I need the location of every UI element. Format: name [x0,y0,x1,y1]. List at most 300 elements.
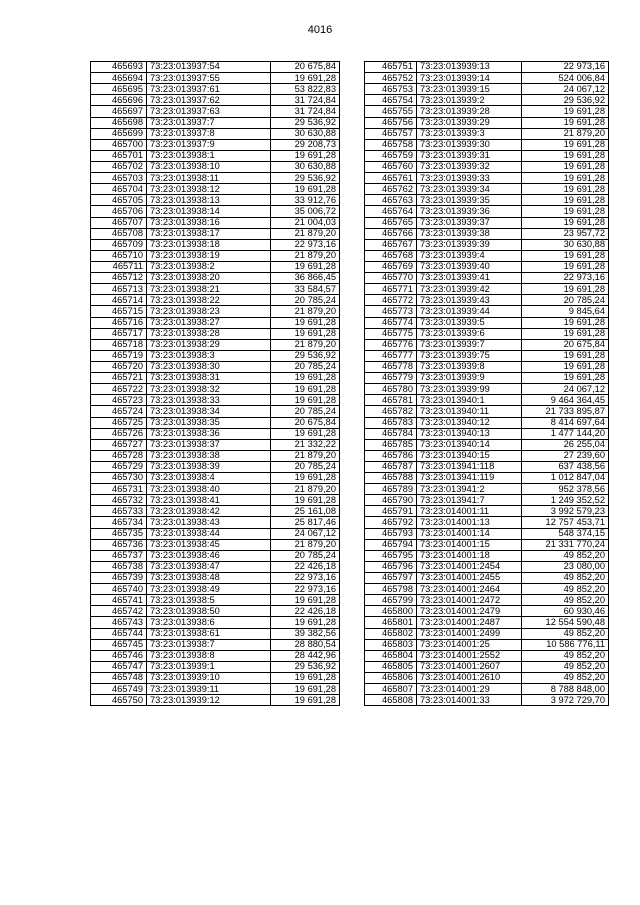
value-cell: 20 785,24 [522,295,609,306]
table-row [365,150,609,161]
table-row [365,95,609,106]
cadastral-number-cell: 73:23:014001:14 [417,528,522,539]
value-cell: 22 426,18 [271,606,340,617]
value-cell: 19 691,28 [271,695,340,706]
table-row [91,473,340,484]
table-row [365,684,609,695]
row-number-cell: 465693 [91,62,147,73]
row-number-cell: 465780 [365,384,417,395]
value-cell: 24 067,12 [522,384,609,395]
value-cell: 33 912,76 [271,195,340,206]
row-number-cell: 465698 [91,117,147,128]
table-row [365,428,609,439]
table-row [365,306,609,317]
cadastral-number-cell: 73:23:013940:11 [417,406,522,417]
cadastral-number-cell: 73:23:013939:37 [417,217,522,228]
table-row [365,295,609,306]
cadastral-number-cell: 73:23:014001:2487 [417,617,522,628]
row-number-cell: 465728 [91,450,147,461]
cadastral-number-cell: 73:23:013938:28 [147,328,271,339]
table-row [91,617,340,628]
row-number-cell: 465761 [365,173,417,184]
cadastral-number-cell: 73:23:013938:49 [147,584,271,595]
value-cell: 49 852,20 [522,628,609,639]
table-row [91,628,340,639]
cadastral-number-cell: 73:23:013941:118 [417,461,522,472]
table-row [365,273,609,284]
row-number-cell: 465696 [91,95,147,106]
row-number-cell: 465717 [91,328,147,339]
row-number-cell: 465805 [365,661,417,672]
row-number-cell: 465760 [365,161,417,172]
table-row [91,606,340,617]
row-number-cell: 465751 [365,62,417,73]
row-number-cell: 465747 [91,661,147,672]
row-number-cell: 465794 [365,539,417,550]
table-row [91,561,340,572]
table-row [91,250,340,261]
value-cell: 1 012 847,04 [522,473,609,484]
value-cell: 19 691,28 [271,473,340,484]
cadastral-number-cell: 73:23:013937:7 [147,117,271,128]
value-cell: 19 691,28 [522,317,609,328]
row-number-cell: 465775 [365,328,417,339]
cadastral-number-cell: 73:23:013939:41 [417,273,522,284]
value-cell: 29 208,73 [271,139,340,150]
table-row [91,539,340,550]
row-number-cell: 465782 [365,406,417,417]
row-number-cell: 465758 [365,139,417,150]
value-cell: 20 785,24 [271,550,340,561]
row-number-cell: 465799 [365,595,417,606]
table-row [91,673,340,684]
table-row [91,184,340,195]
cadastral-number-cell: 73:23:014001:2472 [417,595,522,606]
table-row [365,484,609,495]
cadastral-number-cell: 73:23:013938:10 [147,161,271,172]
cadastral-number-cell: 73:23:013939:31 [417,150,522,161]
table-row [91,161,340,172]
row-number-cell: 465723 [91,395,147,406]
cadastral-number-cell: 73:23:013939:42 [417,284,522,295]
value-cell: 19 691,28 [522,195,609,206]
row-number-cell: 465798 [365,584,417,595]
row-number-cell: 465746 [91,650,147,661]
table-row [91,695,340,706]
row-number-cell: 465743 [91,617,147,628]
table-row [365,617,609,628]
row-number-cell: 465800 [365,606,417,617]
value-cell: 19 691,28 [271,150,340,161]
row-number-cell: 465774 [365,317,417,328]
table-row [91,62,340,73]
cadastral-number-cell: 73:23:014001:2454 [417,561,522,572]
cadastral-number-cell: 73:23:013940:15 [417,450,522,461]
table-row [91,528,340,539]
row-number-cell: 465719 [91,350,147,361]
table-row [365,550,609,561]
value-cell: 49 852,20 [522,650,609,661]
table-row [91,261,340,272]
value-cell: 49 852,20 [522,595,609,606]
table-row [91,584,340,595]
row-number-cell: 465769 [365,261,417,272]
row-number-cell: 465718 [91,339,147,350]
value-cell: 29 536,92 [271,173,340,184]
cadastral-number-cell: 73:23:013939:44 [417,306,522,317]
cadastral-number-cell: 73:23:013938:29 [147,339,271,350]
row-number-cell: 465808 [365,695,417,706]
row-number-cell: 465731 [91,484,147,495]
row-number-cell: 465699 [91,128,147,139]
cadastral-number-cell: 73:23:013939:11 [147,684,271,695]
cadastral-number-cell: 73:23:013938:8 [147,650,271,661]
table-row [91,439,340,450]
cadastral-number-cell: 73:23:013938:20 [147,273,271,284]
cadastral-number-cell: 73:23:014001:2479 [417,606,522,617]
table-row [91,495,340,506]
row-number-cell: 465762 [365,184,417,195]
table-row [91,417,340,428]
value-cell: 28 442,96 [271,650,340,661]
cadastral-number-cell: 73:23:013939:34 [417,184,522,195]
value-cell: 3 972 729,70 [522,695,609,706]
row-number-cell: 465724 [91,406,147,417]
value-cell: 21 879,20 [271,228,340,239]
table-row [365,73,609,84]
value-cell: 19 691,28 [271,595,340,606]
table-row [91,95,340,106]
value-cell: 19 691,28 [522,284,609,295]
value-cell: 21 331 770,24 [522,539,609,550]
table-row [365,461,609,472]
table-row [91,73,340,84]
value-cell: 29 536,92 [271,661,340,672]
value-cell: 20 785,24 [271,361,340,372]
table-row [365,606,609,617]
value-cell: 21 879,20 [271,450,340,461]
row-number-cell: 465790 [365,495,417,506]
table-row [365,339,609,350]
cadastral-number-cell: 73:23:013938:4 [147,473,271,484]
table-row [365,84,609,95]
cadastral-number-cell: 73:23:013938:39 [147,461,271,472]
row-number-cell: 465735 [91,528,147,539]
cadastral-number-cell: 73:23:013940:13 [417,428,522,439]
cadastral-number-cell: 73:23:014001:13 [417,517,522,528]
cadastral-number-cell: 73:23:013939:39 [417,239,522,250]
cadastral-number-cell: 73:23:013939:38 [417,228,522,239]
value-cell: 21 879,20 [522,128,609,139]
table-row [365,495,609,506]
row-number-cell: 465767 [365,239,417,250]
table-row [365,250,609,261]
table-row [91,117,340,128]
table-row [365,395,609,406]
row-number-cell: 465796 [365,561,417,572]
value-cell: 12 554 590,48 [522,617,609,628]
cadastral-number-cell: 73:23:013939:36 [417,206,522,217]
cadastral-number-cell: 73:23:013939:12 [147,695,271,706]
row-number-cell: 465788 [365,473,417,484]
table-row [365,417,609,428]
cadastral-number-cell: 73:23:013938:17 [147,228,271,239]
row-number-cell: 465783 [365,417,417,428]
value-cell: 21 879,20 [271,539,340,550]
row-number-cell: 465759 [365,150,417,161]
table-row [91,406,340,417]
value-cell: 9 464 364,45 [522,395,609,406]
value-cell: 49 852,20 [522,661,609,672]
cadastral-number-cell: 73:23:013938:43 [147,517,271,528]
value-cell: 22 973,16 [271,584,340,595]
row-number-cell: 465729 [91,461,147,472]
cadastral-number-cell: 73:23:013938:5 [147,595,271,606]
table-row [91,295,340,306]
row-number-cell: 465806 [365,673,417,684]
value-cell: 548 374,15 [522,528,609,539]
row-number-cell: 465740 [91,584,147,595]
value-cell: 20 675,84 [271,62,340,73]
row-number-cell: 465750 [91,695,147,706]
cadastral-number-cell: 73:23:013938:32 [147,384,271,395]
cadastral-number-cell: 73:23:013938:34 [147,406,271,417]
row-number-cell: 465745 [91,639,147,650]
row-number-cell: 465708 [91,228,147,239]
value-cell: 1 249 352,52 [522,495,609,506]
cadastral-number-cell: 73:23:013939:10 [147,673,271,684]
cadastral-number-cell: 73:23:013938:44 [147,528,271,539]
table-row [365,328,609,339]
cadastral-number-cell: 73:23:013938:38 [147,450,271,461]
row-number-cell: 465721 [91,373,147,384]
cadastral-number-cell: 73:23:013938:16 [147,217,271,228]
row-number-cell: 465739 [91,573,147,584]
row-number-cell: 465791 [365,506,417,517]
cadastral-number-cell: 73:23:013938:30 [147,361,271,372]
value-cell: 20 675,84 [271,417,340,428]
row-number-cell: 465704 [91,184,147,195]
cadastral-number-cell: 73:23:013939:29 [417,117,522,128]
row-number-cell: 465714 [91,295,147,306]
cadastral-number-cell: 73:23:013937:62 [147,95,271,106]
value-cell: 21 004,03 [271,217,340,228]
value-cell: 21 879,20 [271,306,340,317]
cadastral-number-cell: 73:23:013938:50 [147,606,271,617]
cadastral-number-cell: 73:23:013939:4 [417,250,522,261]
table-row [365,584,609,595]
cadastral-number-cell: 73:23:013939:5 [417,317,522,328]
table-row [91,661,340,672]
table-row [365,106,609,117]
table-row [365,517,609,528]
value-cell: 19 691,28 [522,206,609,217]
value-cell: 49 852,20 [522,550,609,561]
cadastral-number-cell: 73:23:013937:55 [147,73,271,84]
row-number-cell: 465795 [365,550,417,561]
page-number: 4016 [307,24,333,36]
cadastral-number-cell: 73:23:013939:1 [147,661,271,672]
value-cell: 8 788 848,00 [522,684,609,695]
table-row [91,650,340,661]
value-cell: 21 879,20 [271,250,340,261]
value-cell: 49 852,20 [522,673,609,684]
cadastral-number-cell: 73:23:013938:36 [147,428,271,439]
cadastral-number-cell: 73:23:013938:27 [147,317,271,328]
value-cell: 20 675,84 [522,339,609,350]
value-cell: 29 536,92 [271,117,340,128]
table-row [91,573,340,584]
cadastral-number-cell: 73:23:014001:2610 [417,673,522,684]
cadastral-number-cell: 73:23:013938:3 [147,350,271,361]
table-row [365,528,609,539]
value-cell: 19 691,28 [271,373,340,384]
value-cell: 19 691,28 [522,150,609,161]
value-cell: 21 879,20 [271,484,340,495]
cadastral-number-cell: 73:23:013939:99 [417,384,522,395]
cadastral-number-cell: 73:23:013938:22 [147,295,271,306]
table-row [365,195,609,206]
row-number-cell: 465732 [91,495,147,506]
row-number-cell: 465710 [91,250,147,261]
row-number-cell: 465734 [91,517,147,528]
cadastral-number-cell: 73:23:013938:33 [147,395,271,406]
value-cell: 19 691,28 [271,428,340,439]
table-row [91,373,340,384]
table-row [91,595,340,606]
row-number-cell: 465737 [91,550,147,561]
table-row [91,273,340,284]
row-number-cell: 465705 [91,195,147,206]
cadastral-number-cell: 73:23:013941:119 [417,473,522,484]
row-number-cell: 465771 [365,284,417,295]
row-number-cell: 465694 [91,73,147,84]
value-cell: 24 067,12 [522,84,609,95]
value-cell: 19 691,28 [522,373,609,384]
row-number-cell: 465697 [91,106,147,117]
table-row [365,284,609,295]
cadastral-number-cell: 73:23:013940:14 [417,439,522,450]
row-number-cell: 465765 [365,217,417,228]
value-cell: 524 006,84 [522,73,609,84]
table-row [91,128,340,139]
row-number-cell: 465756 [365,117,417,128]
table-row [91,384,340,395]
row-number-cell: 465781 [365,395,417,406]
table-row [365,350,609,361]
row-number-cell: 465716 [91,317,147,328]
cadastral-number-cell: 73:23:013938:19 [147,250,271,261]
cadastral-number-cell: 73:23:014001:18 [417,550,522,561]
row-number-cell: 465801 [365,617,417,628]
row-number-cell: 465776 [365,339,417,350]
cadastral-number-cell: 73:23:014001:2552 [417,650,522,661]
cadastral-number-cell: 73:23:013938:12 [147,184,271,195]
table-row [91,173,340,184]
cadastral-number-cell: 73:23:013939:8 [417,361,522,372]
table-row [91,217,340,228]
row-number-cell: 465722 [91,384,147,395]
table-row [91,506,340,517]
cadastral-number-cell: 73:23:013939:2 [417,95,522,106]
value-cell: 22 973,16 [522,62,609,73]
table-row [91,328,340,339]
table-row [365,361,609,372]
cadastral-number-cell: 73:23:013938:31 [147,373,271,384]
row-number-cell: 465778 [365,361,417,372]
row-number-cell: 465715 [91,306,147,317]
row-number-cell: 465752 [365,73,417,84]
row-number-cell: 465713 [91,284,147,295]
cadastral-number-cell: 73:23:013938:47 [147,561,271,572]
row-number-cell: 465749 [91,684,147,695]
value-cell: 19 691,28 [271,261,340,272]
cadastral-number-cell: 73:23:013940:1 [417,395,522,406]
row-number-cell: 465700 [91,139,147,150]
value-cell: 19 691,28 [271,73,340,84]
table-row [365,639,609,650]
cadastral-number-cell: 73:23:013939:30 [417,139,522,150]
value-cell: 21 879,20 [271,339,340,350]
cadastral-number-cell: 73:23:013938:6 [147,617,271,628]
value-cell: 19 691,28 [271,395,340,406]
row-number-cell: 465784 [365,428,417,439]
row-number-cell: 465725 [91,417,147,428]
cadastral-number-cell: 73:23:013939:28 [417,106,522,117]
value-cell: 19 691,28 [522,184,609,195]
table-row [91,517,340,528]
row-number-cell: 465766 [365,228,417,239]
value-cell: 19 691,28 [271,384,340,395]
value-cell: 1 477 144,20 [522,428,609,439]
value-cell: 22 973,16 [271,573,340,584]
row-number-cell: 465748 [91,673,147,684]
table-row [91,306,340,317]
row-number-cell: 465733 [91,506,147,517]
cadastral-number-cell: 73:23:013937:8 [147,128,271,139]
table-row [365,62,609,73]
value-cell: 60 930,46 [522,606,609,617]
cadastral-number-cell: 73:23:014001:15 [417,539,522,550]
cadastral-number-cell: 73:23:014001:2499 [417,628,522,639]
row-number-cell: 465753 [365,84,417,95]
row-number-cell: 465763 [365,195,417,206]
table-row [91,395,340,406]
cadastral-number-cell: 73:23:014001:25 [417,639,522,650]
value-cell: 30 630,88 [271,161,340,172]
table-row [91,317,340,328]
table-row [91,139,340,150]
value-cell: 20 785,24 [271,295,340,306]
row-number-cell: 465757 [365,128,417,139]
value-cell: 25 817,46 [271,517,340,528]
value-cell: 22 426,18 [271,561,340,572]
value-cell: 49 852,20 [522,573,609,584]
row-number-cell: 465789 [365,484,417,495]
value-cell: 19 691,28 [271,495,340,506]
cadastral-number-cell: 73:23:013939:9 [417,373,522,384]
value-cell: 24 067,12 [271,528,340,539]
row-number-cell: 465744 [91,628,147,639]
value-cell: 19 691,28 [522,361,609,372]
value-cell: 21 733 895,87 [522,406,609,417]
table-row [365,317,609,328]
row-number-cell: 465779 [365,373,417,384]
cadastral-number-cell: 73:23:013937:61 [147,84,271,95]
value-cell: 21 332,22 [271,439,340,450]
table-row [91,239,340,250]
cadastral-number-cell: 73:23:013939:7 [417,339,522,350]
